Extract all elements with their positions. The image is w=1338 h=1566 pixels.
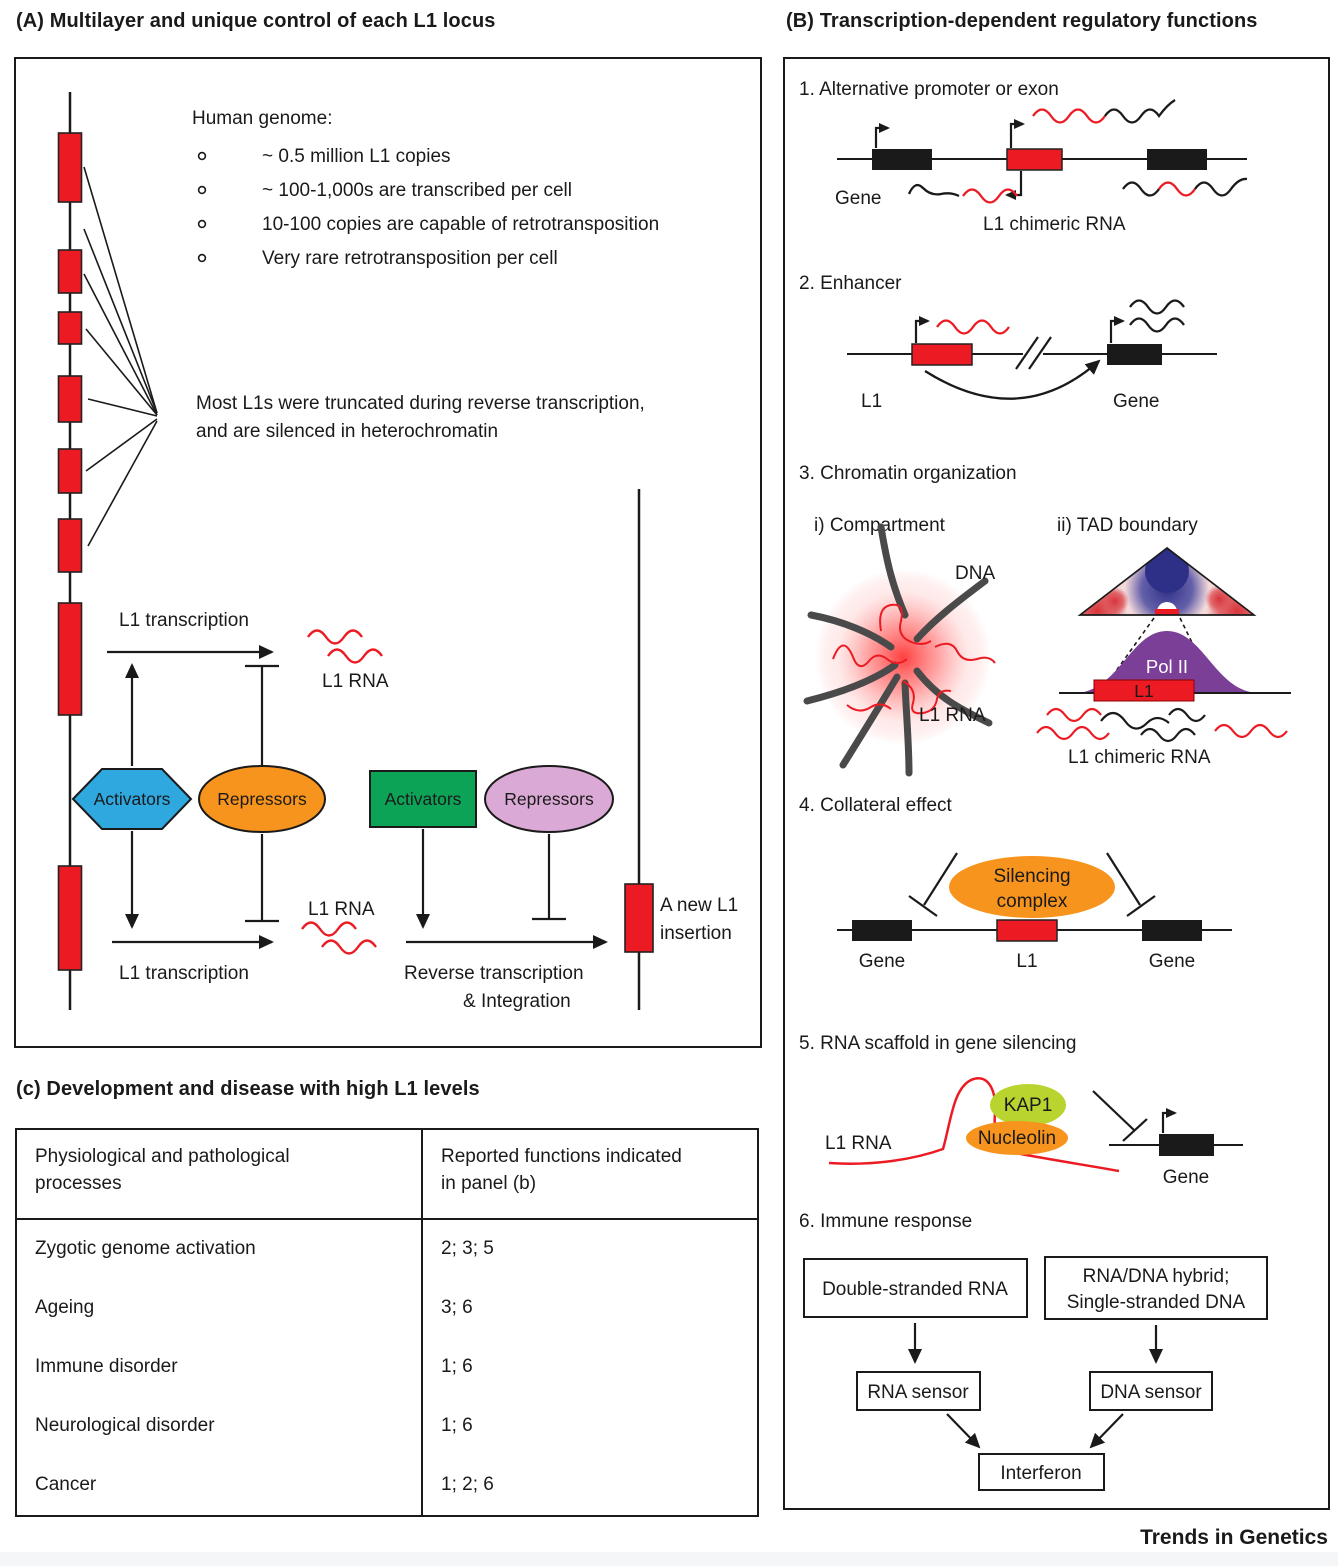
bullet-3: 10-100 copies are capable of retrotransposition (262, 214, 660, 235)
l1-rna-wavy (937, 321, 1009, 334)
l1-rna-scaffold-curve (829, 1078, 1119, 1171)
gene-promoter-arrow (1163, 1113, 1175, 1133)
svg-text:A new L1: A new L1 (660, 895, 739, 916)
svg-text:Reverse transcription: Reverse transcription (404, 963, 584, 984)
hic-heatmap (1067, 547, 1267, 641)
l1-label: L1 (861, 391, 883, 412)
panel-b-box (783, 57, 1330, 1510)
l1-rna-label-bottom: L1 RNA (308, 899, 375, 920)
l1-label: L1 (1016, 951, 1038, 972)
svg-text:complex: complex (996, 891, 1068, 912)
svg-text:KAP1: KAP1 (1003, 1095, 1053, 1116)
bullet-2: ~ 100-1,000s are transcribed per cell (262, 180, 572, 201)
svg-text:Interferon: Interferon (1000, 1463, 1082, 1484)
l1-sense-promoter-arrow (1011, 124, 1023, 148)
svg-text:L1 transcription: L1 transcription (119, 610, 249, 631)
svg-text:Nucleolin: Nucleolin (977, 1128, 1057, 1149)
svg-text:Silencing: Silencing (993, 866, 1071, 887)
l1-rna-label-top: L1 RNA (322, 671, 389, 692)
table-row: Neurological disorder (17, 1397, 423, 1456)
bullet-markers (199, 153, 206, 262)
table-row-value: 2; 3; 5 (441, 1238, 494, 1260)
chimeric-rna-wavy (1037, 709, 1287, 741)
svg-text:Activators: Activators (384, 789, 462, 809)
gene-box-2 (1147, 149, 1207, 170)
table-row-value: 3; 6 (441, 1297, 473, 1319)
svg-text:RNA/DNA hybrid;: RNA/DNA hybrid; (1082, 1266, 1230, 1287)
retrotransposition-activators-rect (370, 771, 476, 827)
bullet-4: Very rare retrotransposition per cell (262, 248, 558, 269)
new-l1-box (625, 884, 653, 952)
l1-rna-label: L1 RNA (919, 705, 986, 726)
section-4-heading: 4. Collateral effect (799, 795, 952, 816)
l1-box (912, 344, 972, 365)
transcription-activators-hexagon (73, 769, 191, 829)
gene-label: Gene (1162, 1167, 1210, 1188)
gene-label-right: Gene (1148, 951, 1196, 972)
gene-label-left: Gene (858, 951, 906, 972)
table-row: Immune disorder (17, 1338, 423, 1397)
human-genome-heading: Human genome: (192, 108, 333, 129)
gene-label: Gene (1113, 391, 1160, 412)
svg-text:Activators: Activators (93, 789, 171, 809)
transcription-repressors-ellipse (199, 766, 325, 832)
panel-a-figure (16, 59, 760, 1046)
repressor-up-tbar (245, 666, 279, 766)
enhancer-diagram (847, 301, 1217, 413)
l1-rna-wavy-bottom (302, 923, 376, 954)
pol-ii-label: Pol II (1145, 656, 1189, 677)
gene-box-right (1142, 920, 1202, 941)
svg-text:Double-stranded RNA: Double-stranded RNA (822, 1279, 1008, 1300)
l1-transcription-bottom (112, 899, 606, 1012)
section-6-heading: 6. Immune response (799, 1211, 973, 1232)
panel-a-title: (A) Multilayer and unique control of each L1 locus (16, 10, 496, 32)
l1-transcription-top (107, 610, 389, 766)
tad-boundary-graphic (1037, 547, 1291, 768)
panel-c-title: (c) Development and disease with high L1 levels (16, 1078, 480, 1100)
section-1-heading: 1. Alternative promoter or exon (799, 79, 1059, 100)
rna-sensor-to-interferon-arrow (947, 1414, 979, 1447)
gene-box (1107, 344, 1162, 365)
gene-box-left (852, 920, 912, 941)
svg-text:Repressors: Repressors (217, 789, 307, 809)
svg-text:Most L1s were truncated during: Most L1s were truncated during reverse transcription, (196, 393, 645, 414)
gene-promoter-arrow (1111, 321, 1123, 343)
gene-box (1159, 1134, 1214, 1156)
l1-box (997, 920, 1057, 941)
enhancer-loop-arrow (925, 361, 1099, 399)
table-row: Ageing (17, 1279, 423, 1338)
tad-subheading: ii) TAD boundary (1057, 515, 1198, 536)
retrotransposition-repressors-ellipse (485, 766, 613, 832)
panel-a-box (14, 57, 762, 1048)
human-genome-notes (192, 108, 659, 269)
l1-promoter-arrow (916, 321, 928, 343)
chimeric-rna-bottom-left (909, 185, 1017, 202)
table-row-value: 1; 6 (441, 1356, 473, 1378)
table-row-value: 1; 6 (441, 1415, 473, 1437)
bullet-1: ~ 0.5 million L1 copies (262, 146, 451, 167)
bottom-strip (0, 1552, 1338, 1566)
chimeric-rna-top (1033, 100, 1175, 123)
gene-rna-wavy (1130, 301, 1184, 332)
section-3-heading: 3. Chromatin organization (799, 463, 1017, 484)
table-header-functions: Reported functions indicated in panel (b) (423, 1130, 757, 1220)
immune-response-flowchart (804, 1257, 1267, 1490)
section-2-heading: 2. Enhancer (799, 273, 902, 294)
svg-text:DNA sensor: DNA sensor (1100, 1382, 1202, 1403)
chromosome (59, 92, 82, 1010)
compartment-subheading: i) Compartment (814, 515, 945, 536)
svg-text:& Integration: & Integration (463, 991, 571, 1012)
panel-b-title: (B) Transcription-dependent regulatory functions (786, 10, 1258, 32)
gene-label: Gene (835, 188, 882, 209)
collateral-effect-diagram (837, 853, 1232, 972)
l1-box (1007, 149, 1062, 170)
svg-text:L1 transcription: L1 transcription (119, 963, 249, 984)
new-insertion-site (625, 489, 738, 1010)
rna-scaffold-diagram (825, 1078, 1243, 1188)
gene-inhibition (1093, 1091, 1147, 1141)
compartment-graphic (807, 527, 995, 773)
l1-rna-wavy-top (308, 631, 382, 663)
table-row: Zygotic genome activation (17, 1220, 423, 1279)
gene-promoter-arrow (876, 128, 888, 148)
l1-chimeric-rna-label: L1 chimeric RNA (1068, 747, 1211, 768)
table-header-processes: Physiological and pathological processes (17, 1130, 423, 1220)
section-5-heading: 5. RNA scaffold in gene silencing (799, 1033, 1077, 1054)
svg-text:insertion: insertion (660, 923, 732, 944)
panel-b-figure (785, 59, 1328, 1508)
table-row: Cancer (17, 1456, 423, 1515)
truncation-fan-lines (84, 167, 157, 546)
l1-label: L1 (1134, 681, 1154, 701)
gene-box (872, 149, 932, 170)
journal-brand: Trends in Genetics (1140, 1526, 1328, 1549)
svg-text:RNA sensor: RNA sensor (867, 1382, 969, 1403)
alt-promoter-diagram (835, 100, 1247, 235)
dna-label: DNA (955, 563, 996, 584)
l1-chimeric-rna-label: L1 chimeric RNA (983, 214, 1126, 235)
svg-text:Single-stranded DNA: Single-stranded DNA (1066, 1292, 1246, 1313)
truncation-note (196, 393, 645, 442)
panel-c-table (15, 1128, 759, 1517)
l1-rna-label: L1 RNA (825, 1133, 892, 1154)
chimeric-rna-bottom-right (1123, 179, 1247, 196)
svg-text:and are silenced in heterochro: and are silenced in heterochromatin (196, 421, 499, 442)
table-row-value: 1; 2; 6 (441, 1474, 494, 1496)
dna-sensor-to-interferon-arrow (1091, 1414, 1123, 1447)
svg-text:Repressors: Repressors (504, 789, 594, 809)
